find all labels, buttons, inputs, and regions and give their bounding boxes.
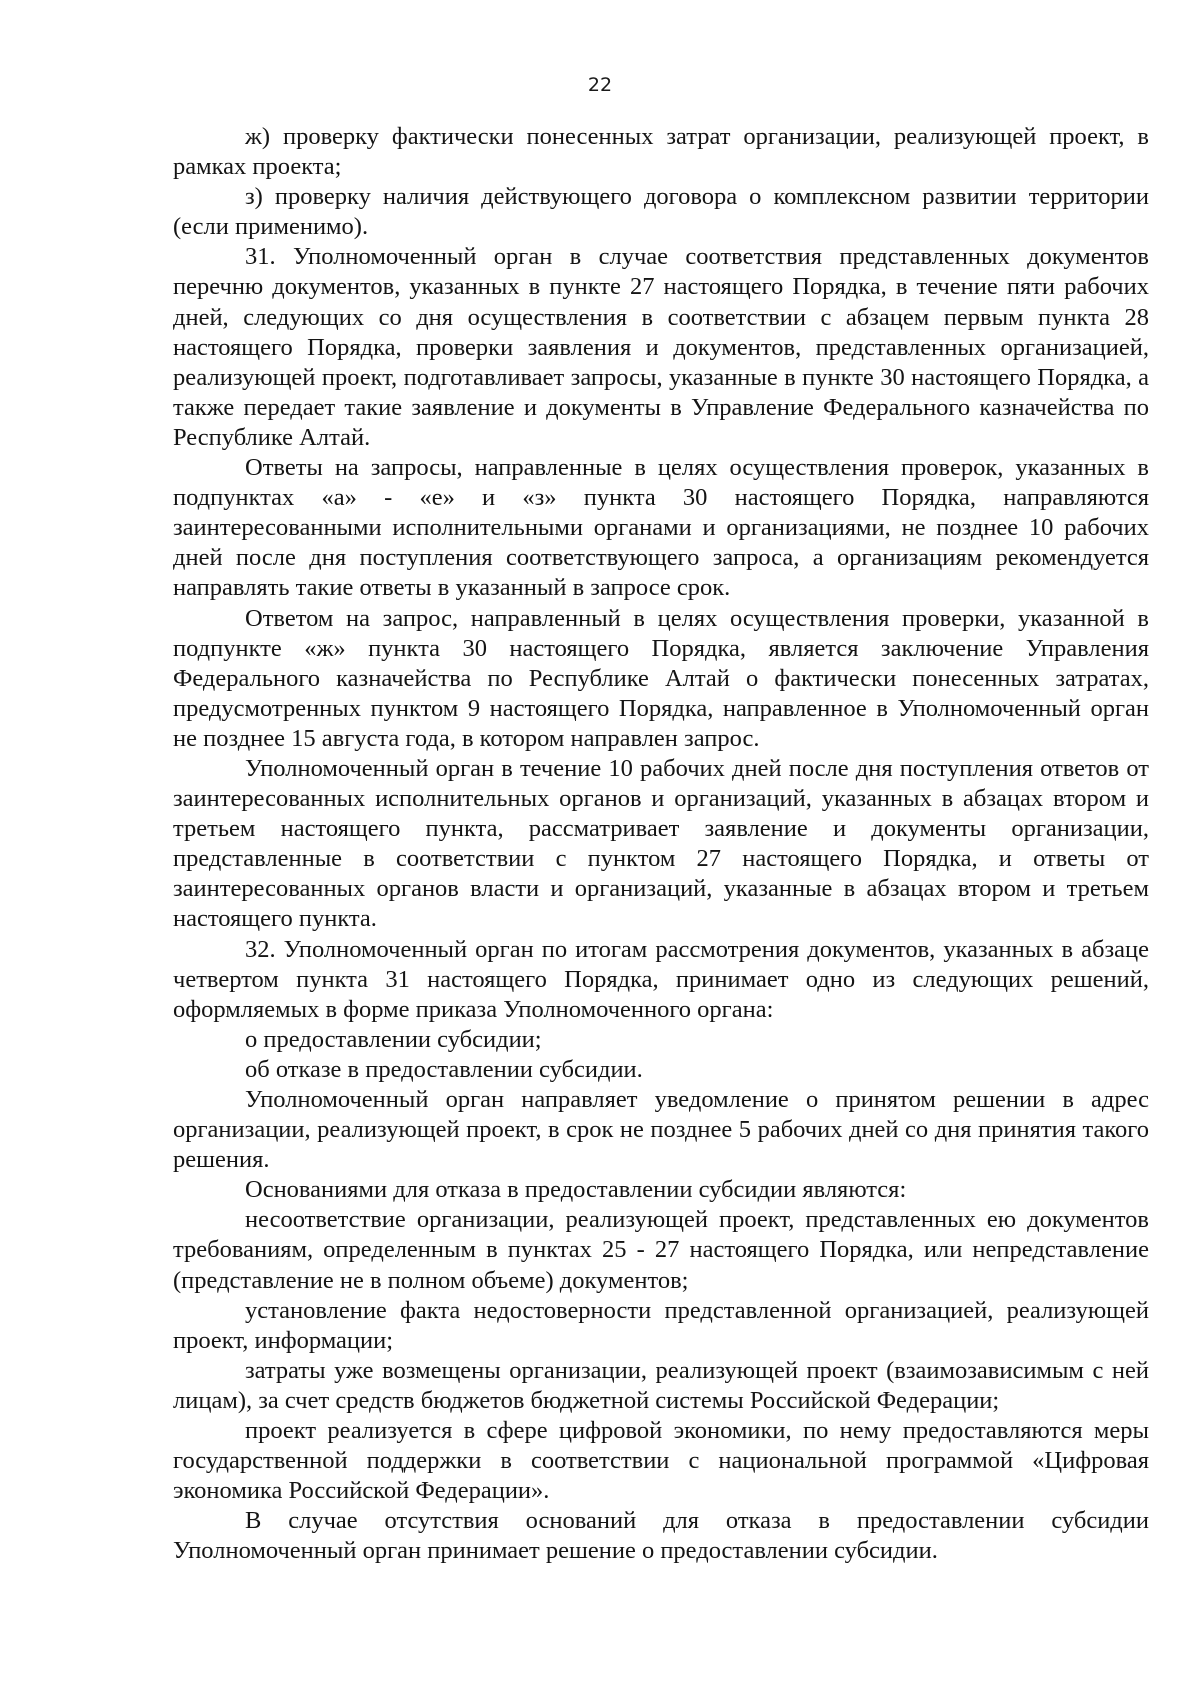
paragraph-ground-noncompliance: несоответствие организации, реализующей проект, представленных ею документов требованиям, определенным в пунктах 25 - 27 настоящего Порядка, или непредставление (представление не в полном объеме) документов; [173,1206,1149,1294]
paragraph-ground-false-info: установление факта недостоверности представленной организацией, реализующей проект, информации; [173,1296,1149,1354]
paragraph-review: Уполномоченный орган в течение 10 рабочих дней после дня поступления ответов от заинтересованных исполнительных органов и организаций, указанных в абзацах втором и третьем настоящего пункта, рассматривает заявление и документы организации, представленные в соответствии с пунктом 27 настоящего Порядка, и ответы от заинтересованных органов власти и организаций, указанные в абзацах втором и третьем настоящего пункта. [173,754,1149,933]
paragraph-notification: Уполномоченный орган направляет уведомление о принятом решении в адрес организации, реализующей проект, в срок не позднее 5 рабочих дней со дня принятия такого решения. [173,1086,1149,1174]
paragraph-clause-32: 32. Уполномоченный орган по итогам рассмотрения документов, указанных в абзаце четвертом пункта 31 настоящего Порядка, принимает одно из следующих решений, оформляемых в форме приказа Уполномоченного органа: [173,935,1149,1023]
paragraph-final-decision: В случае отсутствия оснований для отказа в предоставлении субсидии Уполномоченный орган принимает решение о предоставлении субсидии. [173,1507,1149,1565]
document-body [173,122,1149,1567]
paragraph-ground-digital-economy: проект реализуется в сфере цифровой экономики, по нему предоставляются меры государственной поддержки в соответствии с национальной программой «Цифровая экономика Российской Федерации». [173,1417,1149,1505]
paragraph-item-zh: ж) проверку фактически понесенных затрат организации, реализующей проект, в рамках проекта; [173,123,1149,181]
paragraph-ground-already-reimbursed: затраты уже возмещены организации, реализующей проект (взаимозависимым с ней лицам), за счет средств бюджетов бюджетной системы Российской Федерации; [173,1356,1149,1414]
paragraph-refusal-grounds-heading: Основаниями для отказа в предоставлении субсидии являются: [245,1176,907,1204]
paragraph-decision-refusal: об отказе в предоставлении субсидии. [245,1055,643,1083]
page-number: 22 [587,74,613,96]
paragraph-responses: Ответы на запросы, направленные в целях осуществления проверок, указанных в подпунктах «а» - «е» и «з» пункта 30 настоящего Порядка, направляются заинтересованными исполнительными органами и организациями, не позднее 10 рабочих дней после дня поступления соответствующего запроса, а организациям рекомендуется направлять такие ответы в указанный в запросе срок. [173,454,1149,602]
paragraph-decision-grant: о предоставлении субсидии; [245,1025,542,1053]
paragraph-treasury-conclusion: Ответом на запрос, направленный в целях осуществления проверки, указанной в подпункте «ж» пункта 30 настоящего Порядка, является заключение Управления Федерального казначейства по Республике Алтай о фактически понесенных затратах, предусмотренных пунктом 9 настоящего Порядка, направленное в Уполномоченный орган не позднее 15 августа года, в котором направлен запрос. [173,604,1149,752]
paragraph-clause-31: 31. Уполномоченный орган в случае соответствия представленных документов перечню документов, указанных в пункте 27 настоящего Порядка, в течение пяти рабочих дней, следующих со дня осуществления в соответствии с абзацем первым пункта 28 настоящего Порядка, проверки заявления и документов, представленных организацией, реализующей проект, подготавливает запросы, указанные в пункте 30 настоящего Порядка, а также передает такие заявление и документы в Управление Федерального казначейства по Республике Алтай. [173,243,1149,451]
paragraph-item-z: з) проверку наличия действующего договора о комплексном развитии территории (если применимо). [173,183,1149,241]
